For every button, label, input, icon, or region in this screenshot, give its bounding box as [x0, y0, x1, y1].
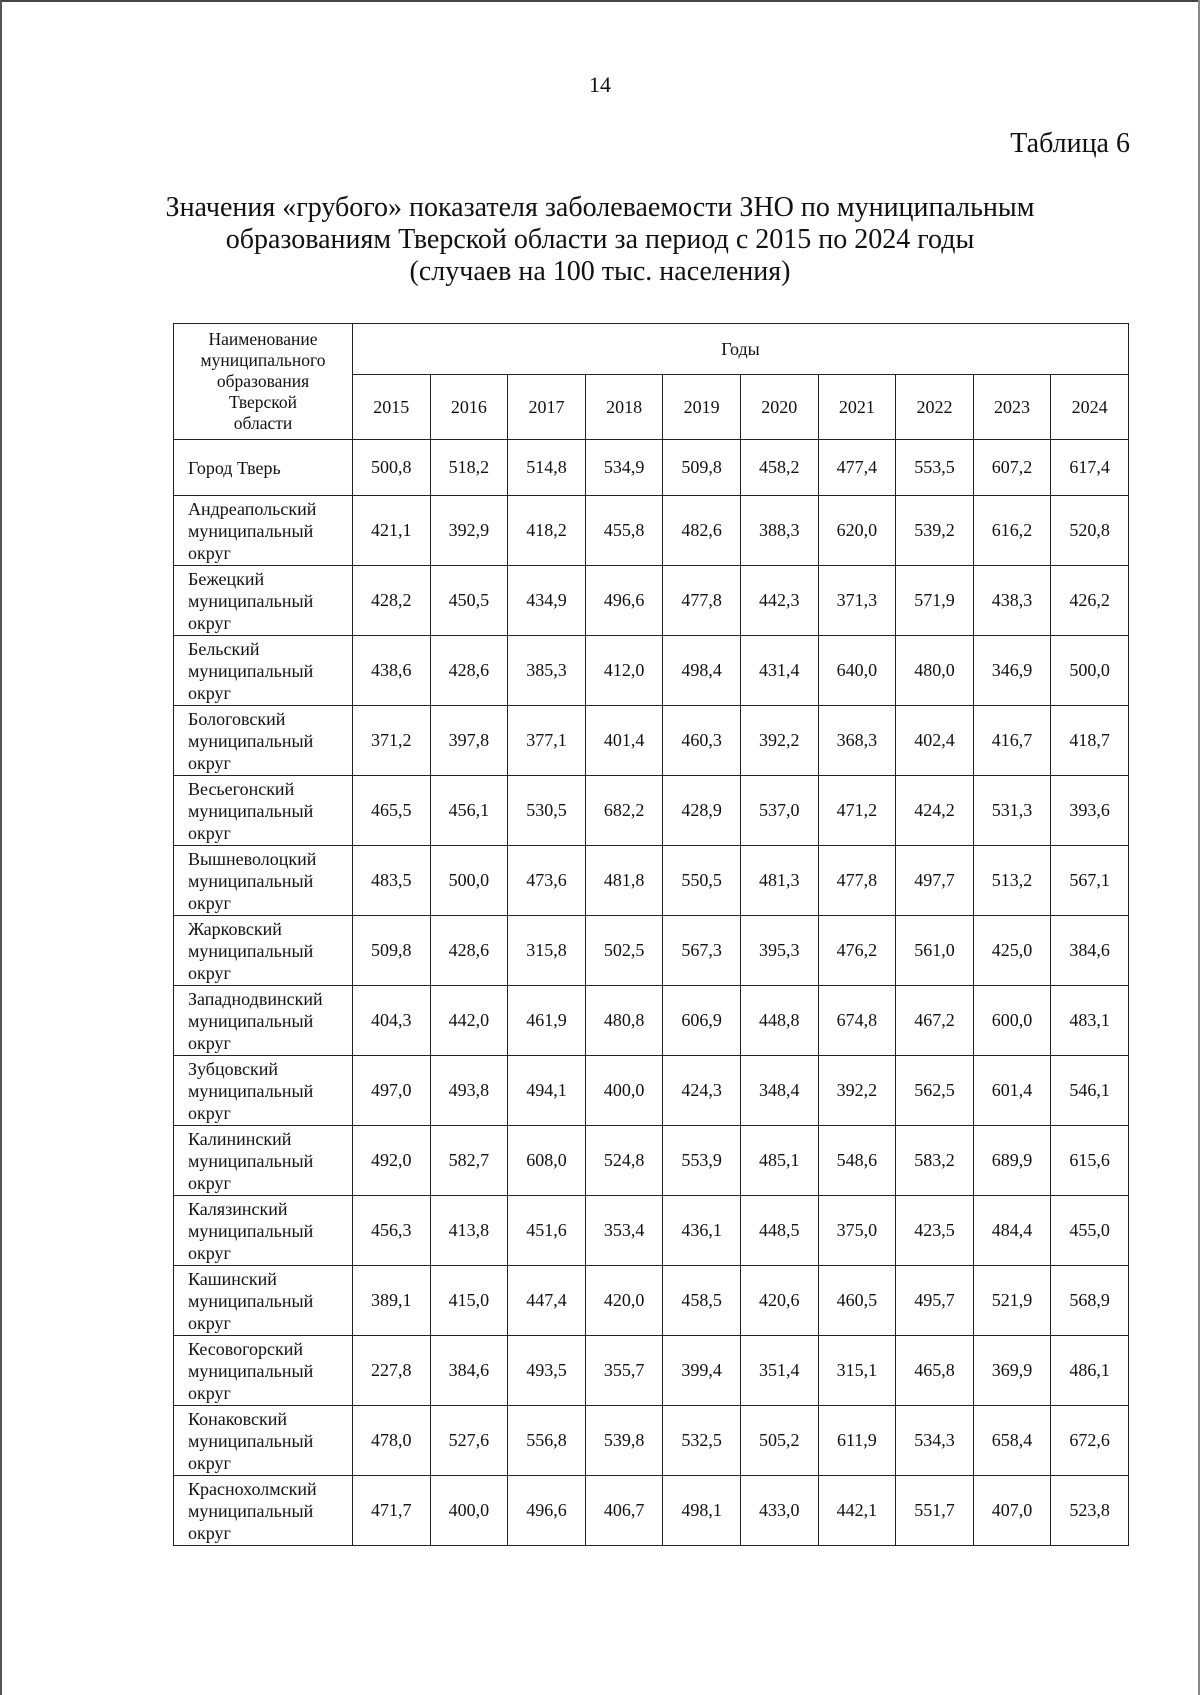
value-cell: 608,0	[508, 1126, 586, 1196]
municipality-name-line: муниципальный	[188, 1220, 314, 1241]
value-cell: 553,9	[663, 1126, 741, 1196]
value-cell: 447,4	[508, 1266, 586, 1336]
value-cell: 465,8	[896, 1336, 974, 1406]
incidence-table	[173, 323, 1129, 1546]
value-cell: 413,8	[430, 1196, 508, 1266]
value-cell: 458,5	[663, 1266, 741, 1336]
value-cell: 689,9	[973, 1126, 1051, 1196]
header-line: Наименование	[208, 329, 318, 349]
value-cell: 375,0	[818, 1196, 896, 1266]
value-cell: 527,6	[430, 1406, 508, 1476]
value-cell: 436,1	[663, 1196, 741, 1266]
value-cell: 471,7	[353, 1476, 431, 1546]
value-cell: 442,1	[818, 1476, 896, 1546]
value-cell: 455,0	[1051, 1196, 1129, 1266]
value-cell: 521,9	[973, 1266, 1051, 1336]
value-cell: 388,3	[740, 496, 818, 566]
municipality-name-line: муниципальный	[188, 660, 314, 681]
value-cell: 442,0	[430, 986, 508, 1056]
years-header: Годы	[353, 324, 1129, 375]
name-column-header	[174, 324, 353, 440]
header-row	[174, 324, 1129, 375]
value-cell: 480,8	[585, 986, 663, 1056]
year-header-cell: 2021	[818, 375, 896, 440]
municipality-name-line: округ	[188, 1452, 231, 1473]
municipality-name-line: муниципальный	[188, 1430, 314, 1451]
municipality-name-line: Кесовогорский	[188, 1338, 304, 1359]
table-row	[174, 636, 1129, 706]
table-row	[174, 776, 1129, 846]
value-cell: 420,6	[740, 1266, 818, 1336]
value-cell: 460,5	[818, 1266, 896, 1336]
value-cell: 486,1	[1051, 1336, 1129, 1406]
value-cell: 401,4	[585, 706, 663, 776]
value-cell: 485,1	[740, 1126, 818, 1196]
municipality-name-line: муниципальный	[188, 1010, 314, 1031]
value-cell: 550,5	[663, 846, 741, 916]
value-cell: 498,4	[663, 636, 741, 706]
value-cell: 607,2	[973, 440, 1051, 496]
table-row	[174, 566, 1129, 636]
value-cell: 425,0	[973, 916, 1051, 986]
value-cell: 355,7	[585, 1336, 663, 1406]
value-cell: 315,8	[508, 916, 586, 986]
municipality-name-line: округ	[188, 1522, 231, 1543]
value-cell: 371,3	[818, 566, 896, 636]
value-cell: 400,0	[430, 1476, 508, 1546]
value-cell: 484,4	[973, 1196, 1051, 1266]
municipality-name-cell	[174, 1196, 353, 1266]
value-cell: 500,0	[1051, 636, 1129, 706]
municipality-name-cell	[174, 636, 353, 706]
municipality-name-cell	[174, 496, 353, 566]
value-cell: 568,9	[1051, 1266, 1129, 1336]
municipality-name-line: Весьегонский	[188, 778, 295, 799]
year-header-cell: 2018	[585, 375, 663, 440]
year-header-cell: 2017	[508, 375, 586, 440]
table-row	[174, 1336, 1129, 1406]
municipality-name-line: муниципальный	[188, 1150, 314, 1171]
municipality-name-cell	[174, 566, 353, 636]
value-cell: 523,8	[1051, 1476, 1129, 1546]
value-cell: 583,2	[896, 1126, 974, 1196]
value-cell: 397,8	[430, 706, 508, 776]
value-cell: 514,8	[508, 440, 586, 496]
value-cell: 456,3	[353, 1196, 431, 1266]
municipality-name-cell	[174, 706, 353, 776]
value-cell: 418,7	[1051, 706, 1129, 776]
municipality-name-line: округ	[188, 542, 231, 563]
municipality-name-cell	[174, 1056, 353, 1126]
value-cell: 467,2	[896, 986, 974, 1056]
scan-edge-left	[0, 0, 2, 1695]
value-cell: 393,6	[1051, 776, 1129, 846]
value-cell: 617,4	[1051, 440, 1129, 496]
value-cell: 520,8	[1051, 496, 1129, 566]
value-cell: 377,1	[508, 706, 586, 776]
municipality-name-line: муниципальный	[188, 730, 314, 751]
table-row	[174, 496, 1129, 566]
municipality-name-line: округ	[188, 1172, 231, 1193]
municipality-name-line: Бежецкий	[188, 568, 265, 589]
value-cell: 428,9	[663, 776, 741, 846]
table-row	[174, 986, 1129, 1056]
header-line: области	[233, 413, 293, 433]
value-cell: 426,2	[1051, 566, 1129, 636]
value-cell: 497,7	[896, 846, 974, 916]
value-cell: 353,4	[585, 1196, 663, 1266]
value-cell: 392,2	[818, 1056, 896, 1126]
value-cell: 497,0	[353, 1056, 431, 1126]
value-cell: 460,3	[663, 706, 741, 776]
value-cell: 551,7	[896, 1476, 974, 1546]
value-cell: 384,6	[430, 1336, 508, 1406]
value-cell: 518,2	[430, 440, 508, 496]
municipality-name-line: Зубцовский	[188, 1058, 278, 1079]
municipality-name-cell	[174, 1126, 353, 1196]
table-label: Таблица 6	[1010, 128, 1130, 159]
value-cell: 571,9	[896, 566, 974, 636]
value-cell: 548,6	[818, 1126, 896, 1196]
value-cell: 539,8	[585, 1406, 663, 1476]
value-cell: 473,6	[508, 846, 586, 916]
municipality-name-line: округ	[188, 892, 231, 913]
value-cell: 611,9	[818, 1406, 896, 1476]
value-cell: 415,0	[430, 1266, 508, 1336]
municipality-name-line: Краснохолмский	[188, 1478, 317, 1499]
value-cell: 315,1	[818, 1336, 896, 1406]
municipality-name-line: Бологовский	[188, 708, 286, 729]
value-cell: 346,9	[973, 636, 1051, 706]
value-cell: 392,9	[430, 496, 508, 566]
value-cell: 424,3	[663, 1056, 741, 1126]
value-cell: 539,2	[896, 496, 974, 566]
value-cell: 385,3	[508, 636, 586, 706]
municipality-name-line: Бельский	[188, 638, 260, 659]
value-cell: 412,0	[585, 636, 663, 706]
header-line: Тверской	[229, 392, 297, 412]
value-cell: 509,8	[663, 440, 741, 496]
value-cell: 389,1	[353, 1266, 431, 1336]
value-cell: 369,9	[973, 1336, 1051, 1406]
municipality-name-line: Андреапольский	[188, 498, 317, 519]
header-line: образования	[216, 371, 310, 391]
value-cell: 418,2	[508, 496, 586, 566]
value-cell: 606,9	[663, 986, 741, 1056]
value-cell: 493,8	[430, 1056, 508, 1126]
page-number: 14	[589, 72, 611, 97]
value-cell: 481,3	[740, 846, 818, 916]
value-cell: 600,0	[973, 986, 1051, 1056]
year-header-cell: 2020	[740, 375, 818, 440]
table-row	[174, 706, 1129, 776]
value-cell: 534,3	[896, 1406, 974, 1476]
municipality-name-line: Вышневолоцкий	[188, 848, 317, 869]
municipality-name-line: муниципальный	[188, 1500, 314, 1521]
value-cell: 399,4	[663, 1336, 741, 1406]
value-cell: 424,2	[896, 776, 974, 846]
value-cell: 567,3	[663, 916, 741, 986]
table-row	[174, 440, 1129, 496]
value-cell: 682,2	[585, 776, 663, 846]
value-cell: 438,3	[973, 566, 1051, 636]
municipality-name-line: Западнодвинский	[188, 988, 323, 1009]
table-row	[174, 1126, 1129, 1196]
year-header-cell: 2016	[430, 375, 508, 440]
value-cell: 407,0	[973, 1476, 1051, 1546]
table-row	[174, 1056, 1129, 1126]
municipality-name-line: округ	[188, 682, 231, 703]
value-cell: 416,7	[973, 706, 1051, 776]
municipality-name-cell	[174, 440, 353, 496]
municipality-name-cell	[174, 1406, 353, 1476]
value-cell: 494,1	[508, 1056, 586, 1126]
value-cell: 400,0	[585, 1056, 663, 1126]
table-row	[174, 1196, 1129, 1266]
value-cell: 421,1	[353, 496, 431, 566]
municipality-name-cell	[174, 1266, 353, 1336]
table-row	[174, 1476, 1129, 1546]
municipality-name-line: Жарковский	[188, 918, 282, 939]
value-cell: 601,4	[973, 1056, 1051, 1126]
value-cell: 448,8	[740, 986, 818, 1056]
municipality-name-line: Кашинский	[188, 1268, 277, 1289]
year-header-cell: 2022	[896, 375, 974, 440]
value-cell: 392,2	[740, 706, 818, 776]
value-cell: 423,5	[896, 1196, 974, 1266]
municipality-name-line: Калязинский	[188, 1198, 288, 1219]
value-cell: 640,0	[818, 636, 896, 706]
value-cell: 672,6	[1051, 1406, 1129, 1476]
value-cell: 456,1	[430, 776, 508, 846]
title-line: Значения «грубого» показателя заболеваемости ЗНО по муниципальным	[165, 192, 1035, 223]
value-cell: 495,7	[896, 1266, 974, 1336]
value-cell: 616,2	[973, 496, 1051, 566]
value-cell: 561,0	[896, 916, 974, 986]
municipality-name-line: муниципальный	[188, 800, 314, 821]
value-cell: 658,4	[973, 1406, 1051, 1476]
document-title	[140, 192, 1060, 288]
value-cell: 532,5	[663, 1406, 741, 1476]
scan-edge-top	[0, 0, 1200, 2]
value-cell: 368,3	[818, 706, 896, 776]
value-cell: 480,0	[896, 636, 974, 706]
year-header-cell: 2019	[663, 375, 741, 440]
value-cell: 483,5	[353, 846, 431, 916]
value-cell: 481,8	[585, 846, 663, 916]
value-cell: 395,3	[740, 916, 818, 986]
value-cell: 227,8	[353, 1336, 431, 1406]
municipality-name-line: округ	[188, 1312, 231, 1333]
municipality-name-line: муниципальный	[188, 590, 314, 611]
value-cell: 434,9	[508, 566, 586, 636]
municipality-name-line: округ	[188, 962, 231, 983]
year-header-cell: 2023	[973, 375, 1051, 440]
value-cell: 582,7	[430, 1126, 508, 1196]
table-row	[174, 846, 1129, 916]
value-cell: 428,6	[430, 916, 508, 986]
value-cell: 420,0	[585, 1266, 663, 1336]
value-cell: 496,6	[508, 1476, 586, 1546]
value-cell: 502,5	[585, 916, 663, 986]
value-cell: 448,5	[740, 1196, 818, 1266]
value-cell: 404,3	[353, 986, 431, 1056]
value-cell: 492,0	[353, 1126, 431, 1196]
value-cell: 433,0	[740, 1476, 818, 1546]
value-cell: 500,0	[430, 846, 508, 916]
value-cell: 509,8	[353, 916, 431, 986]
value-cell: 505,2	[740, 1406, 818, 1476]
value-cell: 478,0	[353, 1406, 431, 1476]
year-header-cell: 2024	[1051, 375, 1129, 440]
municipality-name-line: муниципальный	[188, 1080, 314, 1101]
value-cell: 438,6	[353, 636, 431, 706]
title-line: образованиям Тверской области за период с 2015 по 2024 годы	[225, 224, 975, 255]
municipality-name-line: округ	[188, 1032, 231, 1053]
municipality-name-line: муниципальный	[188, 1290, 314, 1311]
municipality-name-cell	[174, 1476, 353, 1546]
municipality-name-line: округ	[188, 612, 231, 633]
value-cell: 431,4	[740, 636, 818, 706]
value-cell: 371,2	[353, 706, 431, 776]
value-cell: 442,3	[740, 566, 818, 636]
value-cell: 534,9	[585, 440, 663, 496]
municipality-name-cell	[174, 776, 353, 846]
value-cell: 461,9	[508, 986, 586, 1056]
value-cell: 524,8	[585, 1126, 663, 1196]
municipality-name-line: Конаковский	[188, 1408, 287, 1429]
title-line: (случаев на 100 тыс. населения)	[409, 256, 791, 287]
value-cell: 500,8	[353, 440, 431, 496]
value-cell: 428,2	[353, 566, 431, 636]
value-cell: 513,2	[973, 846, 1051, 916]
value-cell: 465,5	[353, 776, 431, 846]
value-cell: 537,0	[740, 776, 818, 846]
value-cell: 482,6	[663, 496, 741, 566]
municipality-name-cell	[174, 986, 353, 1056]
value-cell: 351,4	[740, 1336, 818, 1406]
value-cell: 455,8	[585, 496, 663, 566]
municipality-name-line: округ	[188, 752, 231, 773]
value-cell: 496,6	[585, 566, 663, 636]
value-cell: 556,8	[508, 1406, 586, 1476]
header-line: муниципального	[200, 350, 326, 370]
value-cell: 562,5	[896, 1056, 974, 1126]
municipality-name-cell	[174, 1336, 353, 1406]
value-cell: 384,6	[1051, 916, 1129, 986]
municipality-name-line: Калининский	[188, 1128, 292, 1149]
table-body	[174, 440, 1129, 1546]
municipality-name-line: Город Тверь	[188, 457, 281, 478]
municipality-name-line: муниципальный	[188, 520, 314, 541]
value-cell: 498,1	[663, 1476, 741, 1546]
municipality-name-line: муниципальный	[188, 1360, 314, 1381]
municipality-name-cell	[174, 846, 353, 916]
table-row	[174, 916, 1129, 986]
value-cell: 553,5	[896, 440, 974, 496]
value-cell: 531,3	[973, 776, 1051, 846]
value-cell: 546,1	[1051, 1056, 1129, 1126]
year-header-cell: 2015	[353, 375, 431, 440]
value-cell: 451,6	[508, 1196, 586, 1266]
value-cell: 458,2	[740, 440, 818, 496]
value-cell: 620,0	[818, 496, 896, 566]
value-cell: 471,2	[818, 776, 896, 846]
value-cell: 450,5	[430, 566, 508, 636]
value-cell: 483,1	[1051, 986, 1129, 1056]
value-cell: 476,2	[818, 916, 896, 986]
value-cell: 674,8	[818, 986, 896, 1056]
value-cell: 615,6	[1051, 1126, 1129, 1196]
value-cell: 530,5	[508, 776, 586, 846]
value-cell: 567,1	[1051, 846, 1129, 916]
value-cell: 402,4	[896, 706, 974, 776]
value-cell: 428,6	[430, 636, 508, 706]
municipality-name-line: округ	[188, 1382, 231, 1403]
municipality-name-line: округ	[188, 1242, 231, 1263]
value-cell: 348,4	[740, 1056, 818, 1126]
value-cell: 477,8	[818, 846, 896, 916]
municipality-name-line: муниципальный	[188, 940, 314, 961]
value-cell: 477,4	[818, 440, 896, 496]
municipality-name-line: округ	[188, 1102, 231, 1123]
value-cell: 493,5	[508, 1336, 586, 1406]
municipality-name-line: муниципальный	[188, 870, 314, 891]
municipality-name-cell	[174, 916, 353, 986]
table-row	[174, 1406, 1129, 1476]
value-cell: 477,8	[663, 566, 741, 636]
municipality-name-line: округ	[188, 822, 231, 843]
value-cell: 406,7	[585, 1476, 663, 1546]
table-row	[174, 1266, 1129, 1336]
